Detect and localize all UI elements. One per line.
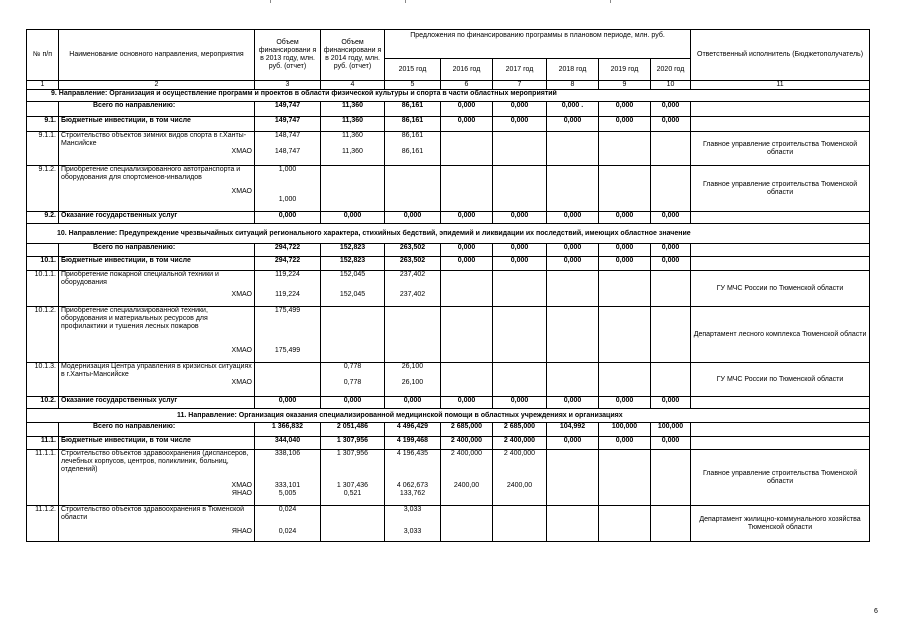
row-number: 10.1.3. — [27, 363, 59, 397]
value-cell: 2 685,000 — [493, 423, 547, 437]
region-label: ЯНАО — [231, 528, 252, 535]
row-label: Строительство объектов здравоохранения в Тюменской области ЯНАО — [59, 506, 255, 542]
value-cell: 1,000 1,000 — [255, 166, 321, 212]
value-cell: 0,000 — [493, 117, 547, 132]
header-year-2015: 2015 год — [385, 59, 441, 81]
value-cell: 175,499 175,499 — [255, 307, 321, 363]
col-number: 7 — [493, 81, 547, 90]
row-label: Оказание государственных услуг — [59, 212, 255, 224]
value-cell: 0,000 — [651, 244, 691, 257]
row-label: Модернизация Центра управления в кризисных ситуациях в г.Ханты-Мансийске ХМАО — [59, 363, 255, 397]
col-number: 1 — [27, 81, 59, 90]
row-label: Приобретение специализированного автотранспорта и оборудования для спортсменов-инвалидов ХМАО — [59, 166, 255, 212]
executor-cell: Департамент лесного комплекса Тюменской области — [691, 307, 870, 363]
value-cell: 294,722 — [255, 257, 321, 271]
value-cell: 0,000 — [493, 212, 547, 224]
value-cell: 1 366,832 — [255, 423, 321, 437]
value-cell: 0,000 — [599, 244, 651, 257]
table-row — [27, 307, 870, 363]
row-number: 9.1. — [27, 117, 59, 132]
row-number: 10.1. — [27, 257, 59, 271]
value-cell: 2 685,000 — [441, 423, 493, 437]
value-cell: 0,000 — [441, 102, 493, 117]
value-cell: 2 400,000 — [493, 437, 547, 450]
region-label: ХМАО — [231, 188, 252, 195]
col-number: 11 — [691, 81, 870, 90]
row-label: Строительство объектов здравоохранения (диспансеров, лечебных корпусов, центров, поликлиник, больниц, отделений) ХМАО ЯНАО — [59, 450, 255, 506]
value-cell: 338,106 333,101 5,005 — [255, 450, 321, 506]
value-cell: 0,000 — [599, 437, 651, 450]
value-cell: 237,402 237,402 — [385, 271, 441, 307]
executor-cell: ГУ МЧС России по Тюменской области — [691, 363, 870, 397]
value-cell: 152,823 — [321, 244, 385, 257]
col-number: 8 — [547, 81, 599, 90]
value-cell: 86,161 — [385, 117, 441, 132]
value-cell: 2 400,000 2400,00 — [493, 450, 547, 506]
row-label: Строительство объектов зимних видов спорта в г.Ханты-Мансийске ХМАО — [59, 132, 255, 166]
header-2014: Объем финансировани я в 2014 году, млн. руб. (отчет) — [321, 30, 385, 81]
row-number: 10.1.1. — [27, 271, 59, 307]
value-cell: 0,000 — [651, 102, 691, 117]
value-cell: 1 307,956 — [321, 437, 385, 450]
row-number: 10.1.2. — [27, 307, 59, 363]
value-cell: 11,360 11,360 — [321, 132, 385, 166]
value-cell: 0,000 — [651, 212, 691, 224]
table-row — [27, 450, 870, 506]
value-cell: 0,000 — [255, 397, 321, 409]
value-cell: 11,360 — [321, 102, 385, 117]
value-cell: 0,000 — [493, 244, 547, 257]
section-10-title: 10. Направление: Предупреждение чрезвычайных ситуаций регионального характера, стихийных бедствий, эпидемий и ликвидации их последствий, имеющих областное значение — [27, 224, 870, 244]
header-name: Наименование основного направления, мероприятия — [59, 30, 255, 81]
value-cell: 263,502 — [385, 244, 441, 257]
value-cell: 1 307,956 1 307,436 0,521 — [321, 450, 385, 506]
table-row — [27, 423, 870, 437]
row-label: Бюджетные инвестиции, в том числе — [59, 117, 255, 132]
header-year-2019: 2019 год — [599, 59, 651, 81]
value-cell: 0,000 — [441, 117, 493, 132]
row-label: Бюджетные инвестиции, в том числе — [59, 257, 255, 271]
value-cell: 11,360 — [321, 117, 385, 132]
value-cell: 0,778 0,778 — [321, 363, 385, 397]
value-cell: 148,747 148,747 — [255, 132, 321, 166]
value-cell: 0,000 — [547, 117, 599, 132]
region-label: ХМАО — [231, 148, 252, 155]
page-number: 6 — [874, 608, 878, 615]
region-label: ХМАО — [231, 291, 252, 298]
header-year-2017: 2017 год — [493, 59, 547, 81]
col-number: 10 — [651, 81, 691, 90]
budget-table-sheet — [26, 29, 869, 542]
row-number: 11.1.2. — [27, 506, 59, 542]
value-cell: 0,024 0,024 — [255, 506, 321, 542]
value-cell: 100,000 — [651, 423, 691, 437]
region-label: ХМАО — [231, 482, 252, 489]
value-cell: 3,033 3,033 — [385, 506, 441, 542]
row-label: Оказание государственных услуг — [59, 397, 255, 409]
col-number: 5 — [385, 81, 441, 90]
value-cell: 119,224 119,224 — [255, 271, 321, 307]
executor-cell: Главное управление строительства Тюменской области — [691, 166, 870, 212]
header-2013: Объем финансировани я в 2013 году, млн. руб. (отчет) — [255, 30, 321, 81]
col-number: 2 — [59, 81, 255, 90]
table-row — [27, 166, 870, 212]
value-cell: 0,000 — [441, 244, 493, 257]
executor-cell: Главное управление строительства Тюменской области — [691, 450, 870, 506]
value-cell: 0,000 — [493, 102, 547, 117]
value-cell: 0,000 — [599, 397, 651, 409]
value-cell: 0,000 — [255, 212, 321, 224]
value-cell: 344,040 — [255, 437, 321, 450]
region-label: ЯНАО — [231, 490, 252, 497]
col-number: 6 — [441, 81, 493, 90]
value-cell: 149,747 — [255, 102, 321, 117]
header-year-2018: 2018 год — [547, 59, 599, 81]
table-row — [27, 244, 870, 257]
value-cell: 263,502 — [385, 257, 441, 271]
region-label: ХМАО — [231, 379, 252, 386]
total-label: Всего по направлению: — [59, 244, 255, 257]
table-row — [27, 102, 870, 117]
value-cell: 0,000 — [441, 257, 493, 271]
value-cell: 0,000 — [651, 117, 691, 132]
col-number: 9 — [599, 81, 651, 90]
value-cell: 26,100 26,100 — [385, 363, 441, 397]
section-11-title: 11. Направление: Организация оказания специализированной медицинской помощи в областных учреждениях и организациях — [27, 409, 870, 423]
table-row — [27, 132, 870, 166]
value-cell: 0,000 — [385, 212, 441, 224]
row-number: 9.1.1. — [27, 132, 59, 166]
value-cell: 0,000 — [651, 437, 691, 450]
value-cell: 0,000 — [493, 257, 547, 271]
value-cell: 0,000 — [493, 397, 547, 409]
value-cell: 0,000 — [385, 397, 441, 409]
header-executor: Ответственный исполнитель (Бюджетополучатель) — [691, 30, 870, 81]
section-9-title: 9. Направление: Организация и осуществление программ и проектов в области физической культуры и спорта в части областных мероприятий — [27, 90, 870, 102]
row-label: Бюджетные инвестиции, в том числе — [59, 437, 255, 450]
row-number: 10.2. — [27, 397, 59, 409]
table-row — [27, 397, 870, 409]
value-cell: 100,000 — [599, 423, 651, 437]
value-cell: 152,823 — [321, 257, 385, 271]
total-label: Всего по направлению: — [59, 423, 255, 437]
value-cell: 2 400,000 2400,00 — [441, 450, 493, 506]
value-cell: 4 496,429 — [385, 423, 441, 437]
value-cell: 0,000 — [321, 212, 385, 224]
value-cell: 0,000 — [547, 212, 599, 224]
table-row — [27, 212, 870, 224]
executor-cell: ГУ МЧС России по Тюменской области — [691, 271, 870, 307]
value-cell: 0,000 — [441, 397, 493, 409]
value-cell: 0,000 — [599, 257, 651, 271]
value-cell: 0,000 — [321, 397, 385, 409]
value-cell: 0,000 — [599, 212, 651, 224]
executor-cell: Главное управление строительства Тюменской области — [691, 132, 870, 166]
header-year-2016: 2016 год — [441, 59, 493, 81]
table-row — [27, 257, 870, 271]
value-cell: 152,045 152,045 — [321, 271, 385, 307]
row-number: 9.1.2. — [27, 166, 59, 212]
total-label: Всего по направлению: — [59, 102, 255, 117]
row-number: 11.1. — [27, 437, 59, 450]
value-cell: 149,747 — [255, 117, 321, 132]
value-cell: 2 051,486 — [321, 423, 385, 437]
value-cell: 86,161 86,161 — [385, 132, 441, 166]
value-cell: 0,000 . — [547, 102, 599, 117]
col-number: 3 — [255, 81, 321, 90]
value-cell: 0,000 — [547, 397, 599, 409]
value-cell: 0,000 — [651, 257, 691, 271]
value-cell: 0,000 — [547, 437, 599, 450]
value-cell: 0,000 — [547, 244, 599, 257]
row-label: Приобретение пожарной специальной техники и оборудования ХМАО — [59, 271, 255, 307]
value-cell: 294,722 — [255, 244, 321, 257]
executor-cell: Департамент жилищно-коммунального хозяйства Тюменской области — [691, 506, 870, 542]
value-cell: 104,992 — [547, 423, 599, 437]
header-year-2020: 2020 год — [651, 59, 691, 81]
column-number-row — [27, 81, 870, 90]
row-label: Приобретение специализированной техники, оборудования и материальных ресурсов для профилактики и тушения лесных пожаров ХМАО — [59, 307, 255, 363]
value-cell: 0,000 — [599, 117, 651, 132]
value-cell: 4 199,468 — [385, 437, 441, 450]
value-cell: 0,000 — [441, 212, 493, 224]
table-row — [27, 437, 870, 450]
value-cell: 86,161 — [385, 102, 441, 117]
row-number: 11.1.1. — [27, 450, 59, 506]
value-cell: 2 400,000 — [441, 437, 493, 450]
region-label: ХМАО — [231, 347, 252, 354]
table-row — [27, 271, 870, 307]
value-cell: 0,000 — [651, 397, 691, 409]
funding-table — [26, 29, 870, 542]
col-number: 4 — [321, 81, 385, 90]
row-number: 9.2. — [27, 212, 59, 224]
value-cell: 4 196,435 4 062,673 133,762 — [385, 450, 441, 506]
table-row — [27, 363, 870, 397]
table-row — [27, 506, 870, 542]
value-cell: 0,000 — [547, 257, 599, 271]
header-proposals: Предложения по финансированию программы в плановом периоде, млн. руб. — [385, 30, 691, 59]
header-num: № п/п — [27, 30, 59, 81]
value-cell: 0,000 — [599, 102, 651, 117]
table-row — [27, 117, 870, 132]
